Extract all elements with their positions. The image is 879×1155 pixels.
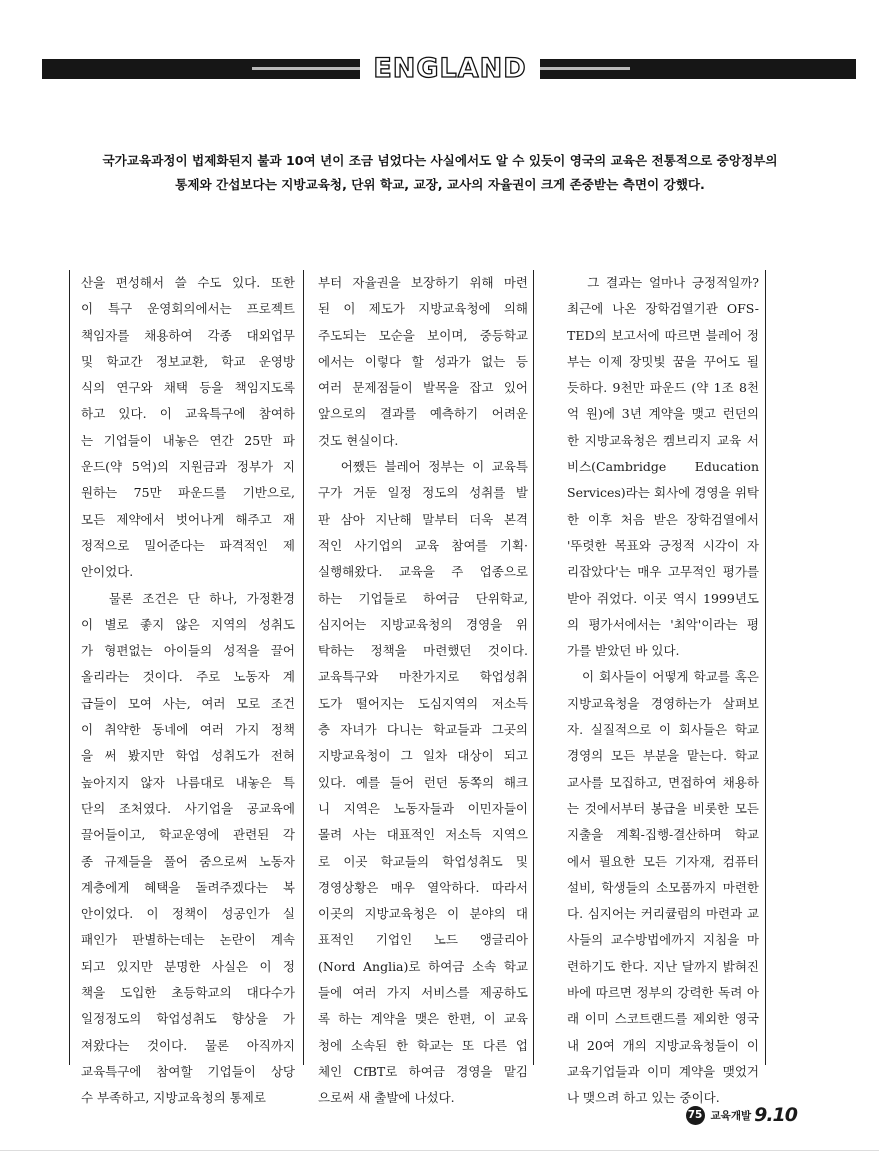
body-text-line: (Nord Anglia)로 하여금 소속 학교: [318, 958, 528, 974]
body-text-line: 종 규제들을 풀어 줌으로써 노동자: [81, 853, 295, 869]
body-text-line: 나 맺으려 하고 있는 중이다.: [567, 1090, 720, 1106]
body-text-line: 하고 있다. 이 교육특구에 참여하: [81, 406, 295, 422]
magazine-name: 교육개발: [710, 1109, 752, 1122]
body-text-line: 실행해왔다. 교육을 주 업종으로: [318, 564, 528, 580]
body-text-line: 단의 조처였다. 사기업을 공교육에: [81, 800, 295, 816]
body-text-line: 되고 있지만 분명한 사실은 이 정: [81, 958, 295, 974]
body-text-line: 자. 실질적으로 이 회사들은 학교: [567, 722, 759, 738]
body-text-line: 한 지방교육청은 켐브리지 교육 서: [567, 432, 759, 448]
header-bar-stripe-left: [252, 67, 360, 70]
body-text-line: 지방교육청을 경영하는가 살펴보: [567, 695, 759, 711]
body-text-line: 교육특구와 마찬가지로 학업성취: [318, 669, 528, 685]
body-text-line: 에서 필요한 모든 기자재, 컴퓨터: [567, 853, 759, 869]
body-text-line: 어쨌든 블레어 정부는 이 교육특: [318, 459, 528, 475]
body-text-line: 억 원)에 3년 계약을 맺고 런던의: [567, 406, 759, 422]
body-text-line: 앞으로의 결과를 예측하기 어려운: [318, 406, 528, 422]
body-text-line: 부터 자율권을 보장하기 위해 마련: [318, 275, 528, 290]
body-text-line: 이 별로 좋지 않은 지역의 성취도: [81, 616, 295, 632]
body-text-line: 안이었다.: [81, 564, 134, 580]
body-text-line: 교사를 모집하고, 면접하여 채용하: [567, 774, 759, 790]
body-text-line: 한 이후 처음 받은 장학검열에서: [567, 511, 759, 527]
body-text-line: 이 회사들이 어떻게 학교를 혹은: [567, 669, 759, 685]
body-text-line: 적인 사기업의 교육 참여를 기획·: [318, 537, 528, 553]
body-text-line: 으로써 새 출발에 나섰다.: [318, 1090, 455, 1106]
body-text-line: 구가 거둔 일정 정도의 성취를 발: [318, 485, 528, 501]
body-text-line: 경영의 모든 부분을 맡는다. 학교: [567, 748, 759, 764]
body-text-line: 사들의 교수방법에까지 지침을 마: [567, 932, 759, 948]
body-text-line: 니 지역은 노동자들과 이민자들이: [318, 800, 528, 816]
body-text-line: 래 이미 스코트랜드를 제외한 영국: [567, 1011, 759, 1027]
body-text-line: 주도되는 모순을 보이며, 중등학교: [318, 327, 528, 343]
body-text-line: 올리라는 것이다. 주로 노동자 계: [81, 669, 295, 685]
page-footer: [686, 1103, 797, 1127]
body-text-line: 여러 문제점들이 발목을 잡고 있어: [318, 380, 528, 396]
body-text-line: 운드(약 5억)의 지원금과 정부가 지: [81, 459, 295, 475]
body-text-line: TED의 보고서에 따르면 블레어 정: [567, 327, 759, 343]
body-text-line: 높아지지 않자 나름대로 내놓은 특: [81, 774, 295, 790]
body-text-line: 교육기업들과 이미 계약을 맺었거: [567, 1063, 759, 1079]
body-text-line: 판 삼아 지난해 말부터 더욱 본격: [318, 511, 528, 527]
body-text-line: 비스(Cambridge Education: [567, 459, 759, 475]
lead-line: 통제와 간섭보다는 지방교육청, 단위 학교, 교장, 교사의 자율권이 크게 존중받는 측면이 강했다.: [175, 177, 705, 192]
body-text-line: 이 특구 운영회의에서는 프로젝트: [81, 301, 295, 317]
page-number-badge: 75: [686, 1106, 705, 1125]
body-text-line: 도가 떨어지는 도심지역의 저소득: [318, 695, 528, 711]
body-text-line: 일정정도의 학업성취도 향상을 가: [81, 1011, 295, 1027]
body-text-line: 리잡았다'는 매우 고무적인 평가를: [567, 564, 759, 580]
body-text-line: 급들이 모여 사는, 여러 모로 조건: [81, 695, 295, 711]
lead-line: 국가교육과정이 법제화된지 불과 10여 년이 조금 넘었다는 사실에서도 알 수 있듯이 영국의 교육은 전통적으로 중앙정부의: [102, 153, 778, 168]
body-text-line: 록 하는 계약을 맺은 한편, 이 교육: [318, 1011, 528, 1027]
issue-number: 9.10: [754, 1104, 797, 1126]
body-text-line: 들에 여러 가지 서비스를 제공하도: [318, 985, 528, 1001]
body-text-line: 안이었다. 이 정책이 성공인가 실: [81, 906, 295, 922]
body-text-line: 것도 현실이다.: [318, 432, 399, 448]
body-text-line: 이 취약한 동네에 여러 가지 정책: [81, 722, 295, 738]
text-column-1: [69, 270, 299, 1106]
body-text-line: 에서는 이렇다 할 성과가 없는 등: [318, 353, 528, 369]
body-text-line: 최근에 나온 장학검열기관 OFS-: [567, 301, 759, 317]
body-text-line: 져왔다는 것이다. 물론 아직까지: [81, 1037, 295, 1053]
body-text-line: 듯하다. 9천만 파운드 (약 1조 8천: [567, 380, 759, 396]
body-text-line: 책을 도입한 초등학교의 대다수가: [81, 985, 295, 1001]
lead-paragraph: [70, 149, 810, 197]
section-header: [42, 53, 856, 84]
body-text-line: Services)라는 회사에 경영을 위탁: [567, 485, 759, 501]
body-text-line: 있다. 예를 들어 런던 동쪽의 해크: [318, 774, 528, 790]
body-text-line: 몰려 사는 대표적인 저소득 지역으: [318, 827, 528, 843]
body-text-line: 정적으로 밀어준다는 파격적인 제: [81, 537, 295, 553]
body-text-line: 지방교육청이 그 일차 대상이 되고: [318, 748, 528, 764]
body-text-line: 설비, 학생들의 소모품까지 마련한: [567, 879, 759, 895]
body-text-line: 그 결과는 얼마나 긍정적일까?: [567, 275, 759, 290]
body-text-line: 물론 조건은 단 하나, 가정환경: [81, 590, 295, 606]
body-text-line: 청에 소속된 한 학교는 또 다른 업: [318, 1037, 528, 1053]
body-text-line: 경영상황은 매우 열악하다. 따라서: [318, 879, 528, 895]
body-text-line: 가를 받았던 바 있다.: [567, 643, 680, 659]
body-text-line: 하는 기업들로 하여금 단위학교,: [318, 590, 528, 606]
body-text-line: 바에 따르면 정부의 강력한 독려 아: [567, 985, 759, 1001]
body-text-line: 이곳의 지방교육청은 이 분야의 대: [318, 906, 528, 922]
body-text-line: 의 평가서에서는 '최악'이라는 평: [567, 616, 759, 632]
body-text-line: 산을 편성해서 쓸 수도 있다. 또한: [81, 275, 295, 290]
body-text-line: 식의 연구와 채택 등을 책임지도록: [81, 380, 295, 396]
body-text-line: 탁하는 정책을 마련했던 것이다.: [318, 643, 528, 659]
body-text-line: 책임자를 채용하여 각종 대외업무: [81, 327, 295, 343]
body-text-line: 을 써 봤지만 학업 성취도가 전혀: [81, 748, 295, 764]
section-title: ENGLAND: [373, 53, 527, 84]
body-text-line: 원하는 75만 파운드를 기반으로,: [81, 485, 295, 501]
body-text-line: 계층에게 혜택을 돌려주겠다는 복: [81, 879, 295, 895]
body-text-line: 련하기도 한다. 지난 달까지 밝혀진: [567, 958, 759, 974]
body-text-line: 및 학교간 정보교환, 학교 운영방: [81, 353, 295, 369]
body-text-line: 체인 CfBT로 하여금 경영을 맡김: [318, 1063, 528, 1079]
body-text-line: 패인가 판별하는데는 논란이 계속: [81, 932, 295, 948]
body-text-line: 내 20여 개의 지방교육청들이 이: [567, 1037, 759, 1053]
body-text-line: 지출을 계획-집행-결산하며 학교: [567, 827, 759, 843]
body-text-line: 끌어들이고, 학교운영에 관련된 각: [81, 827, 295, 843]
bottom-rule: [0, 1150, 879, 1151]
body-text-line: 수 부족하고, 지방교육청의 통제로: [81, 1090, 266, 1106]
body-text-line: 심지어는 지방교육청의 경영을 위: [318, 616, 528, 632]
body-text-line: 된 이 제도가 지방교육청에 의해: [318, 301, 528, 317]
body-text-line: 로 이곳 학교들의 학업성취도 및: [318, 853, 528, 869]
body-text-line: 표적인 기업인 노드 앵글리아: [318, 932, 528, 948]
header-bar-stripe-right: [540, 67, 630, 70]
body-text-line: 가 형편없는 아이들의 성적을 끌어: [81, 643, 295, 659]
text-column-3: [565, 270, 766, 1106]
body-text-line: 는 기업들이 내놓은 연간 25만 파: [81, 432, 295, 448]
body-text-line: 다. 심지어는 커리큘럼의 마련과 교: [567, 906, 759, 922]
body-text-line: 모든 제약에서 벗어나게 해주고 재: [81, 511, 295, 527]
body-text-line: '뚜렷한 목표와 긍정적 시각이 자: [567, 537, 759, 553]
body-text-line: 부는 이제 장밋빛 꿈을 꾸어도 될: [567, 353, 759, 369]
body-text-line: 층 자녀가 다니는 학교들과 그곳의: [318, 722, 528, 738]
body-text-line: 교육특구에 참여할 기업들이 상당: [81, 1063, 295, 1079]
body-text-line: 받아 쥐었다. 이곳 역시 1999년도: [567, 590, 759, 606]
body-text-line: 는 것에서부터 봉급을 비롯한 모든: [567, 800, 759, 816]
text-column-2: [303, 270, 534, 1106]
